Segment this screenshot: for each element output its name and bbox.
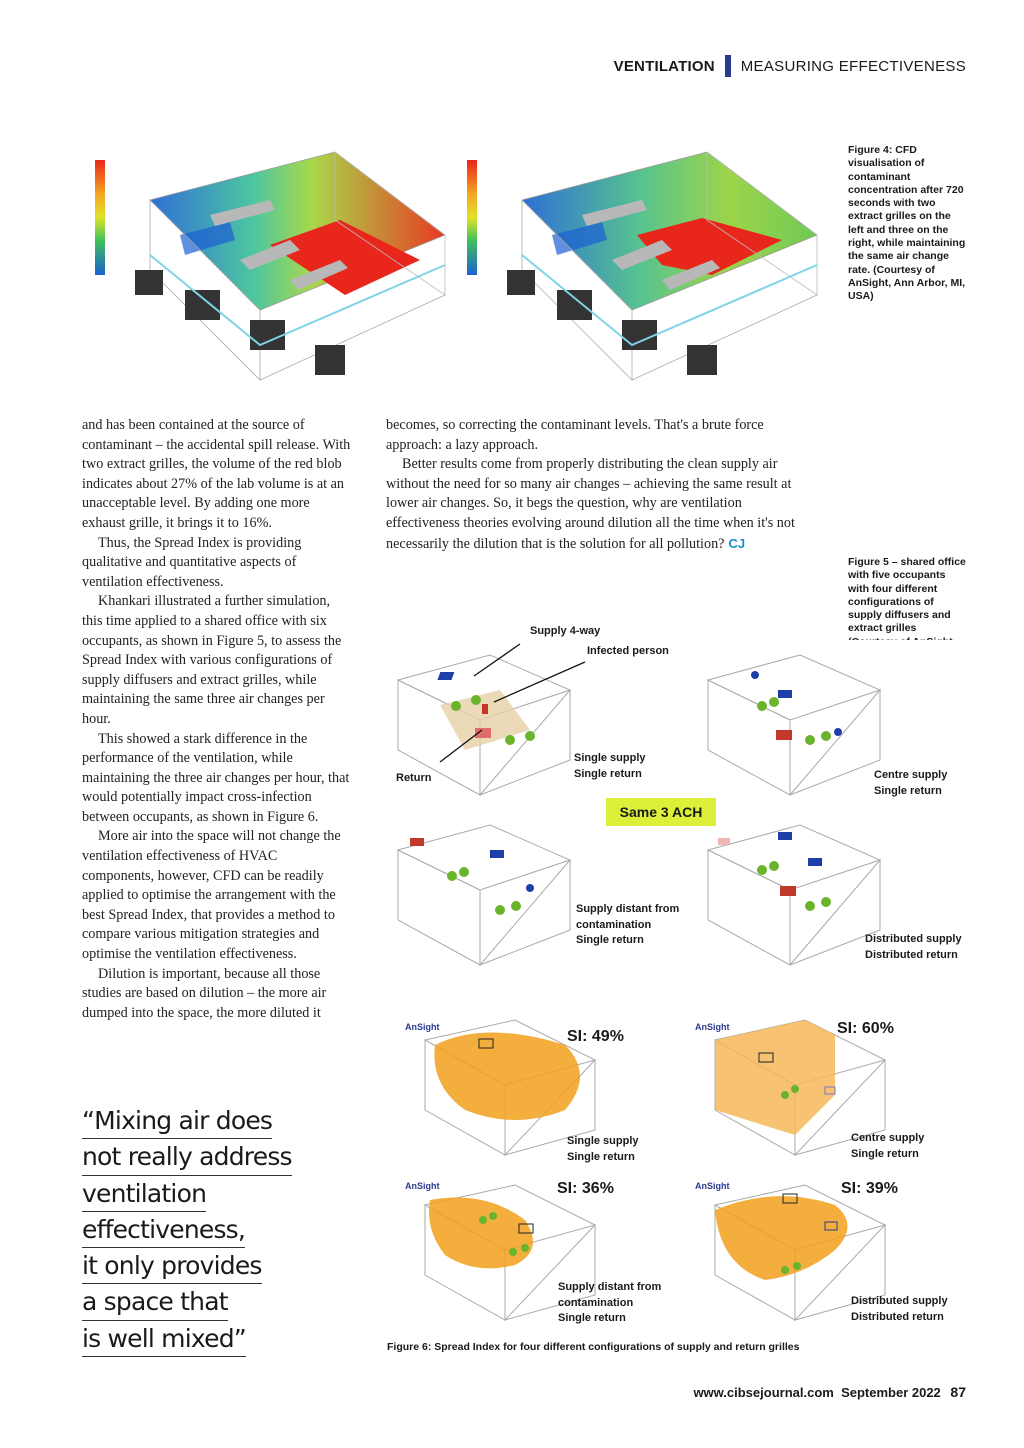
paragraph-text: Better results come from properly distributing the clean supply air without the need for so many air changes – achieving the same result at lower air changes. So, it begs the question, why are ventilation effectiveness theories evolving around dilution all the time when it's not necessarily the dilution that is the solution for all pollution?: [386, 456, 795, 552]
label-return: Return: [396, 772, 432, 784]
label-infected-person: Infected person: [587, 645, 669, 657]
fig6-config-3: Supply distant from contamination Single return: [558, 1281, 662, 1324]
figure4-caption: Figure 4: CFD visualisation of contaminant concentration after 720 seconds with two extract grilles on the left and three on the right, while maintaining the same air change rate. (Courtesy of AnSight, Ann Arbor, MI, USA): [848, 144, 966, 303]
fig6-config-2: Centre supply Single return: [851, 1132, 925, 1160]
quote-line: it only provides: [82, 1248, 262, 1284]
fig5-config-4: Distributed supply Distributed return: [865, 933, 962, 961]
sign-off: CJ: [728, 535, 746, 551]
fig6-config-1: Single supply Single return: [567, 1135, 639, 1163]
page-footer: [693, 1384, 966, 1400]
same-ach-badge: Same 3 ACH: [606, 798, 716, 826]
quote-line: effectiveness,: [82, 1212, 245, 1248]
quote-line: ventilation: [82, 1176, 206, 1212]
paragraph: Thus, the Spread Index is providing qualitative and quantitative aspects of ventilation effectiveness.: [82, 534, 302, 590]
ansight-logo: AnSight: [405, 1181, 440, 1191]
paragraph: This showed a stark difference in the performance of the ventilation, while maintaining the three air changes per hour, that would potentially impact cross-infection between occupants, as shown in Figure 6.: [82, 730, 350, 825]
quote-line: “Mixing air does: [82, 1103, 272, 1139]
figure6-caption: Figure 6: Spread Index for four different configurations of supply and return grilles: [387, 1341, 800, 1353]
paragraph: becomes, so correcting the contaminant levels. That's a brute force approach: a lazy approach.: [386, 417, 764, 453]
figure4-cfd-images: [90, 140, 830, 385]
ansight-logo: AnSight: [695, 1022, 730, 1032]
paragraph: Khankari illustrated a further simulation, this time applied to a shared office with six occupants, as shown in Figure 5, to assess the Spread Index with various configurations of supply diffusers and extract grilles, while maintaining the same three air changes per hour.: [82, 593, 342, 727]
fig5-config-3: Supply distant from contamination Single return: [576, 903, 680, 946]
section-subtitle: MEASURING EFFECTIVENESS: [740, 57, 966, 75]
paragraph: Dilution is important, because all those studies are based on dilution – the more air dumped into the space, the more diluted it: [82, 965, 327, 1021]
spread-index-1: SI: 49%: [567, 1028, 624, 1045]
page-header: [614, 55, 966, 77]
quote-line: is well mixed”: [82, 1321, 246, 1357]
fig5-config-2: Centre supply Single return: [874, 769, 948, 797]
paragraph: More air into the space will not change the ventilation effectiveness of HVAC components, however, CFD can be readily applied to optimise the arrangement with the best Spread Index, that provides a method to compare various mitigation strategies and optimise the ventilation effectiveness.: [82, 828, 341, 963]
quote-line: not really address: [82, 1139, 292, 1175]
spread-index-3: SI: 36%: [557, 1180, 614, 1197]
ansight-logo: AnSight: [405, 1022, 440, 1032]
section-title: VENTILATION: [613, 57, 715, 75]
fig5-config-1: Single supply Single return: [574, 752, 646, 780]
pull-quote: [82, 1103, 292, 1357]
quote-line: a space that: [82, 1284, 228, 1320]
body-middle-column: [386, 416, 804, 554]
fig6-config-4: Distributed supply Distributed return: [851, 1295, 948, 1323]
footer-date: September 2022: [841, 1385, 941, 1400]
header-divider: [725, 55, 731, 77]
label-supply-4way: Supply 4-way: [530, 625, 601, 637]
paragraph: and has been contained at the source of contaminant – the accidental spill release. With two extract grilles, the volume of the red blob indicates about 27% of the lab volume is at an unacceptable level. By adding one more exhaust grille, it brings it to 16%.: [82, 417, 351, 531]
figure5-caption: Figure 5 – shared office with five occupants with four different configurations of supply diffusers and extract grilles (Courtesy of AnSight, Ann Arbor, MI, USA): [848, 556, 966, 662]
spread-index-2: SI: 60%: [837, 1020, 894, 1037]
spread-index-4: SI: 39%: [841, 1180, 898, 1197]
body-left-column: [82, 416, 352, 1023]
ansight-logo: AnSight: [695, 1181, 730, 1191]
page-number: 87: [950, 1384, 966, 1400]
footer-site: www.cibsejournal.com: [693, 1385, 834, 1400]
paragraph: [386, 455, 804, 554]
